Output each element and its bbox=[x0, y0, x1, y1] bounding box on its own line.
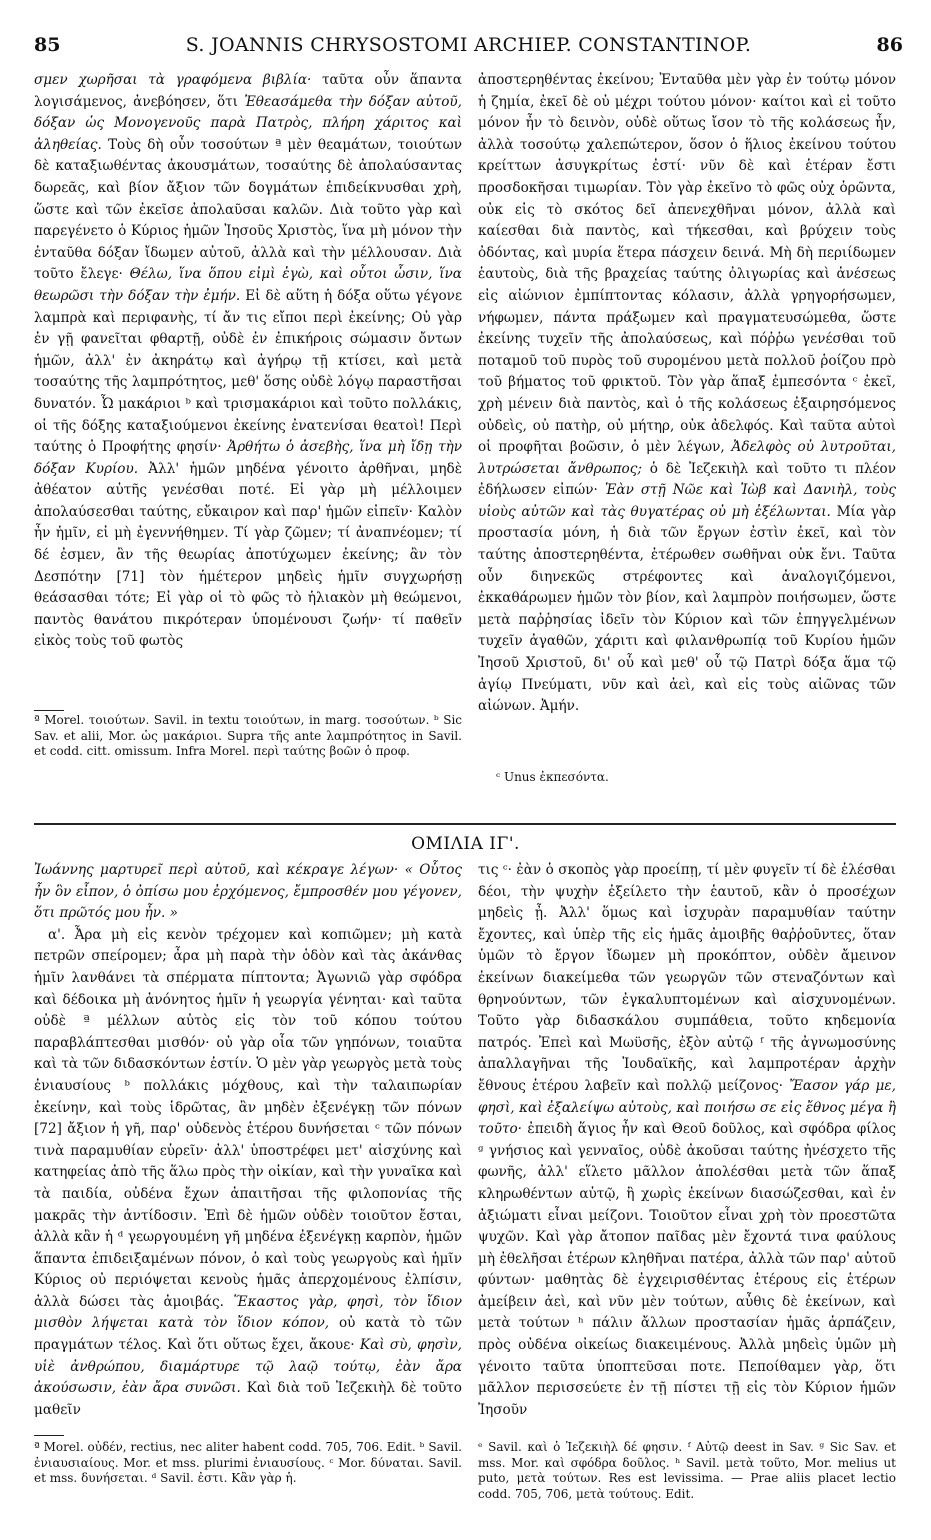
text-run: τις ᶜ· ἐὰν ὁ σκοπὸς γὰρ προείπῃ, τί μὲν φυγεῖν τί δὲ ἑλέσθαι δέοι, τὴν ψυχὴν ἐξείλετο τὴν ἑαυτοῦ, κἂν ὁ προσέχων μηδεὶς ᾖ. Ἀλλ' ὅμως καὶ ἰσχυρὰν παραμυθίαν ταύτην ἔχοντες, καὶ ὑπὲρ τῆς εἰς ἡμᾶς ἀμοιβῆς θαῤῥοῦντες, ὅταν ὑμῶν τὸ ἔργον ἴδωμεν μὴ προκόπτον, οὐδὲν ἄμεινον ἐκείνων διακείμεθα τῶν γεωργῶν τῶν στεναζόντων καὶ θρηνούντων, τῶν ἐγκαλυπτομένων καὶ αἰσχυνομένων. Τοῦτο γὰρ διδασκάλου συμπάθεια, τοῦτο κηδεμονία πατρός. Ἐπεὶ καὶ Μωϋσῆς, ἐξὸν αὐτῷ ᶠ τῆς ἀγνωμοσύνης ἀπαλλαγῆναι τῆς Ἰουδαϊκῆς, καὶ λαμπροτέραν ἀρχὴν ἔθνους ἑτέρου λαβεῖν καὶ πολλῷ μείζονος· bbox=[478, 862, 896, 1094]
scripture-verse bbox=[34, 860, 462, 925]
top-right-column bbox=[478, 70, 896, 718]
quote-scripture: Ἀδελφὸς οὐ λυτροῦται, λυτρώσεται ἄνθρωπος; bbox=[478, 439, 896, 477]
text-run: Εἰ δὲ αὕτη ἡ δόξα οὕτω γέγονε λαμπρὰ καὶ περιφανὴς, τί ἄν τις εἴποι περὶ ἐκείνης; Οὐ γὰρ ἐν γῇ φανεῖται φθαρτῇ, οὐδὲ ἐν ἐπικήροις σώμασιν ὄντων ἡμῶν, ἀλλ' ἐν ἀκηράτῳ καὶ ἀγήρῳ τῇ κτίσει, καὶ μετὰ τοσαύτης τῆς λαμπρότητος, μεθ' ὅσης οὐδὲ λόγῳ παραστῆσαι δυνατόν. Ὦ μακάριοι ᵇ καὶ τρισμακάριοι καὶ τοῦτο πολλάκις, οἱ τῆς δόξης καταξιούμενοι ἐκείνης ἐνατενίσαι θεατοὶ! Περὶ ταύτης ὁ Προφήτης φησίν· bbox=[34, 287, 462, 456]
top-right-footnotes: ᶜ Unus ἐκπεσόντα. bbox=[496, 770, 609, 784]
bottom-left-column bbox=[34, 860, 462, 1421]
text-run: Ἀλλ' ἡμῶν μηδένα γένοιτο ἀρθῆναι, μηδὲ ἀθέατον αὐτῆς γενέσθαι ποτέ. Εἰ γὰρ μὴ μέλλοιμεν ἀπολαύσεσθαι ταύτης, εὔκαιρον καὶ παρ' ἡμῶν εἰπεῖν· Καλὸν ἦν ἡμῖν, εἰ μὴ ἐγεννήθημεν. Τί γὰρ ζῶμεν; τί ἀναπνέομεν; τί δέ ἐσμεν, ἂν τῆς θεωρίας ἀποτύχωμεν ἐκείνης; ἂν τὸν Δεσπότην [71] τὸν ἡμέτερον μηδεὶς ἡμῖν συγχωρήσῃ θεάσασθαι τότε; Εἰ γὰρ οἱ τὸ φῶς τὸ ἡλιακὸν μὴ θεώμενοι, παντὸς θανάτου πικρότεραν ὑπομένουσι ζωήν· τί παθεῖν εἰκὸς τοὺς τοῦ φωτὸς bbox=[34, 460, 462, 650]
text-run: ὁ δὲ Ἰεζεκιὴλ καὶ τοῦτο τι πλέον ἐδήλωσεν εἰπών· bbox=[478, 460, 896, 499]
running-title: S. JOANNIS CHRYSOSTOMI ARCHIEP. CONSTANTINOP. bbox=[185, 34, 752, 56]
bottom-right-column bbox=[478, 860, 896, 1421]
bottom-left-footnotes: ª Morel. οὐδέν, rectius, nec aliter habent codd. 705, 706. Edit. ᵇ Savil. ἐνιαυσιαίους. Mor. et mss. plurimi ἐνιαυσίους. ᶜ Mor. δύναται. Savil. et mss. δυνήσεται. ᵈ Savil. ἐστι. Κἂν γὰρ ἡ. bbox=[34, 1440, 462, 1486]
top-right-paragraph bbox=[478, 70, 896, 718]
top-left-paragraph bbox=[34, 70, 462, 653]
text-run: ταῦτα οὖν ἅπαντα λογισάμενος, ἀνεβόησεν, ὅτι bbox=[34, 72, 462, 110]
section-divider bbox=[34, 823, 896, 825]
text-run: α'. Ἆρα μὴ εἰς κενὸν τρέχομεν καὶ κοπιῶμεν; μὴ κατὰ πετρῶν σπείρομεν; ἆρα μὴ παρὰ τὴν ὁδὸν καὶ τὰς ἀκάνθας ἡμῖν λανθάνει τὰ σπέρματα πίπτοντα; Ἀγωνιῶ γὰρ σφόδρα καὶ δέδοικα μὴ ἀνόνητος ἡμῖν ἡ γεωργία γένηται· καὶ ταῦτα οὐδὲ ª μέλλων αὐτὸς εἰς τὸν τοῦ κόπου τούτου παραβλάπτεσθαι μισθόν· οὐ γὰρ οἷα τῶν γηπόνων, τοιαῦτα καὶ τὰ τῶν διδασκόντων ἐστίν. Ὁ μὲν γὰρ γεωργὸς μετὰ τοὺς ἐνιαυσίους ᵇ πολλάκις μόχθους, καὶ τὴν ταλαιπωρίαν ἐκείνην, καὶ τοὺς ἱδρῶτας, ἂν μηδὲν ἐξενέγκῃ τῶν πόνων [72] ἄξιον ἡ γῆ, παρ' οὐδενὸς ἑτέρου δυνήσεται ᶜ τῶν πόνων τινὰ παραμυθίαν εὑρεῖν· ἀλλ' ὑποστρέφει μετ' αἰσχύνης καὶ κατηφείας ἀπὸ τῆς ἅλω πρὸς τὴν οἰκίαν, καὶ τὴν γυναῖκα καὶ τὰ παιδία, οὐδένα ἔχων ἀπαιτῆσαι τῆς φιλοπονίας τῆς μακρᾶς τὴν ἀντίδοσιν. Ἐπὶ δὲ ἡμῶν οὐδὲν τοιοῦτον ἔσται, ἀλλὰ κἂν ἡ ᵈ γεωργουμένη γῆ μηδένα ἐξενέγκῃ καρπὸν, ἡμῶν ἅπαντα ἐπιδειξαμένων πόνον, ὁ καὶ τοὺς γεωργοὺς καὶ ἡμῖν Κύριος οὐ περιόψεται κενοὺς ἡμᾶς ἀπερχομένους ἐλπίσιν, ἀλλὰ δώσει τὰς ἀμοιβάς. bbox=[34, 926, 462, 1310]
text-run: οὐ κατὰ τὸ τῶν πραγμάτων τέλος. Καὶ ὅτι οὕτως ἔχει, ἄκουε· bbox=[34, 1315, 462, 1354]
quote-scripture: Ἕκαστος γὰρ, φησὶ, τὸν ἴδιον μισθὸν λήψεται κατὰ τὸν ἴδιον κόπον, bbox=[34, 1293, 462, 1332]
homily-title: ΟΜΙΛΙΑ ΙΓ'. bbox=[411, 834, 520, 854]
footnote-rule bbox=[34, 710, 64, 711]
top-left-footnotes: ª Morel. τοιούτων. Savil. in textu τοιούτων, in marg. τοσούτων. ᵇ Sic Sav. et alii, Mor. ὡς μακάριοι. Supra τῆς ante λαμπρότητος in Savil. et codd. citt. omissum. Infra Morel. περὶ ταύτης βοῶν ὁ προφ. bbox=[34, 713, 463, 759]
text-run: Μία γὰρ προστασία μόνη, ἡ διὰ τῶν ἔργων ἐστὶν ἐκεῖ, καὶ τὸν ταύτης ἀποστερηθέντα, ἑτέρωθεν σωθῆναι οὐκ ἔνι. Ταῦτα οὖν διηνεκῶς στρέφοντες καὶ ἀναλογιζόμενοι, ἐκκαθάρωμεν ἡμῶν τὸν βίον, καὶ λαμπρὸν ποιήσωμεν, ὥστε μετὰ παῤῥησίας ἰδεῖν τὸν Κύριον καὶ τῶν ἐπηγγελμένων τυχεῖν ἀγαθῶν, χάριτι καὶ φιλανθρωπίᾳ τοῦ Κυρίου ἡμῶν Ἰησοῦ Χριστοῦ, δι' οὗ καὶ μεθ' οὗ τῷ Πατρὶ δόξα ἅμα τῷ ἁγίῳ Πνεύματι, νῦν καὶ ἀεὶ, καὶ εἰς τοὺς αἰῶνας τῶν αἰώνων. Ἀμήν. bbox=[478, 503, 897, 715]
quote-scripture: Ἀρθήτω ὁ ἀσεβὴς, ἵνα μὴ ἴδῃ τὴν δόξαν Κυρίου. bbox=[34, 439, 462, 477]
quote-scripture: Ἐὰν στῇ Νῶε καὶ Ἰὼβ καὶ Δανιὴλ, τοὺς υἱοὺς αὐτῶν καὶ τὰς θυγατέρας οὐ μὴ ἐξέλωνται. bbox=[478, 482, 896, 520]
quote-scripture: Θέλω, ἵνα ὅπου εἰμὶ ἐγὼ, καὶ οὗτοι ὦσιν, ἵνα θεωρῶσι τὴν δόξαν τὴν ἐμήν. bbox=[34, 266, 462, 304]
page-number-left: 85 bbox=[34, 34, 61, 56]
text-run: Τοὺς δὴ οὖν τοσούτων ª μὲν θεαμάτων, τοιούτων δὲ καταξιωθέντας ἀκουσμάτων, τοσαύτης δὲ ἀπολαύσαντας δωρεᾶς, καὶ βίον ἄξιον τῶν δογμάτων ἐπιδείκνυσθαι χρὴ, ὥστε καὶ τῶν ἐκεῖσε ἀπολαῦσαι καλῶν. Διὰ τοῦτο γὰρ καὶ παρεγένετο ὁ Κύριος ἡμῶν Ἰησοῦς Χριστὸς, ἵνα μὴ μόνον τὴν ἐνταῦθα δόξαν ἴδωμεν αὐτοῦ, ἀλλὰ καὶ τὴν μέλλουσαν. Διὰ τοῦτο ἔλεγε· bbox=[34, 136, 462, 283]
footnote-rule bbox=[34, 1435, 64, 1436]
page-number-right: 86 bbox=[876, 34, 903, 56]
top-left-column bbox=[34, 70, 462, 653]
bottom-right-paragraph bbox=[478, 860, 896, 1421]
running-header bbox=[34, 34, 903, 64]
verse-text: Ἰωάννης μαρτυρεῖ περὶ αὐτοῦ, καὶ κέκραγε λέγων· « Οὗτος ἦν ὃν εἶπον, ὁ ὀπίσω μου ἐρχόμενος, ἔμπροσθέν μου γέγονεν, ὅτι πρῶτός μου ἦν. » bbox=[34, 862, 462, 922]
bottom-left-paragraph bbox=[34, 925, 462, 1422]
quote-scripture: Ἔασον γάρ με, φησὶ, καὶ ἐξαλείψω αὐτοὺς, καὶ ποιήσω σε εἰς ἔθνος μέγα ἢ τοῦτο· bbox=[478, 1077, 896, 1138]
text-run: ἐπειδὴ ἅγιος ἦν καὶ Θεοῦ δοῦλος, καὶ σφόδρα φίλος ᵍ γνήσιος καὶ γενναῖος, οὐδὲ ἀκοῦσαι ταύτης ἠνέσχετο τῆς φωνῆς, ἀλλ' εἵλετο μᾶλλον ἀπολέσθαι μετὰ τῶν ἅπαξ κληρωθέντων αὐτῷ, ἢ χωρὶς ἐκείνων διασώζεσθαι, καὶ ἐν ἀξιώματι εἶναι μείζονι. Τοιοῦτον εἶναι χρὴ τὸν προεστῶτα ψυχῶν. Καὶ γὰρ ἄτοπον παῖδας μὲν ἔχοντά τινα φαύλους μὴ ἐθελῆσαι ἑτέρων κληθῆναι πατέρα, ἀλλὰ τῶν παρ' αὐτοῦ φύντων· μαθητὰς δὲ ἐγχειρισθέντας ἑτέρους εἰς ἑτέρων ἀμείβειν ἀεὶ, καὶ νῦν μὲν τούτων, αὖθις δὲ ἐκείνων, καὶ μετὰ τούτων ʰ πάλιν ἄλλων προστασίαν ἡμᾶς ἁρπάζειν, πρὸς οὐδένα οἰκείως διακειμένους. Ἀλλὰ μηδεὶς ὑμῶν μὴ γένοιτο ταῦτα ὑποπτεῦσαι ποτε. Πεποίθαμεν γὰρ, ὅτι μᾶλλον περισσεύετε ἐν τῇ πίστει τῇ εἰς τὸν Κύριον ἡμῶν Ἰησοῦν bbox=[478, 1121, 896, 1418]
text-run: Καὶ διὰ τοῦ Ἰεζεκιὴλ δὲ τοῦτο μαθεῖν bbox=[34, 1380, 462, 1418]
text-run: ἀποστερηθέντας ἐκείνου; Ἐνταῦθα μὲν γὰρ ἐν τούτῳ μόνον ἡ ζημία, ἐκεῖ δὲ οὐ μέχρι τούτου μόνον· καίτοι καὶ εἰ τοῦτο μόνον ἦν τὸ δεινὸν, οὐδὲ οὕτως ἴσον τὸ τῆς κολάσεως ἦν, ἀλλὰ τοσούτῳ χαλεπώτερον, ὅσον ὁ ἥλιος ἐκείνου τούτου κρείττων ἀσυγκρίτως ἐστί· νῦν δὲ καὶ ἑτέραν ἔστι προσδοκῆσαι τιμωρίαν. Τὸν γὰρ ἐκεῖνο τὸ φῶς οὐχ ὁρῶντα, οὐκ εἰς τὸ σκότος δεῖ ἀπενεχθῆναι μόνον, ἀλλὰ καὶ καίεσθαι διὰ παντὸς, καὶ τήκεσθαι, καὶ βρύχειν τοὺς ὀδόντας, καὶ μυρία ἕτερα πάσχειν δεινά. Μὴ δὴ περιίδωμεν ἑαυτοὺς, διὰ τῆς βραχείας ταύτης ὀλιγωρίας καὶ ἀνέσεως εἰς αἰώνιον ἐμπίπτοντας κόλασιν, ἀλλὰ γρηγορήσωμεν, νήφωμεν, πάντα πράξωμεν καὶ πραγματευσώμεθα, ὥστε ἐκείνης τυχεῖν τῆς ἀπολαύσεως, καὶ πόῤῥω γενέσθαι τοῦ ποταμοῦ τοῦ πυρὸς τοῦ συρομένου μετὰ πολλοῦ ῥοίζου πρὸ τοῦ βήματος τοῦ φρικτοῦ. Τὸν γὰρ ἅπαξ ἐμπεσόντα ᶜ ἐκεῖ, χρὴ μένειν διὰ παντὸς, καὶ ὁ τῆς κολάσεως ἐξαιρησόμενος οὐδεὶς, οὐ πατὴρ, οὐ μήτηρ, οὐκ ἀδελφός. Καὶ ταῦτα αὐτοὶ οἱ προφῆται βοῶσιν, ὁ μὲν λέγων, bbox=[478, 72, 896, 456]
quote-scripture: Καὶ σὺ, φησὶν, υἱὲ ἀνθρώπου, διαμάρτυρε τῷ λαῷ τούτῳ, ἐὰν ἄρα ἀκούσωσιν, ἐὰν ἄρα συνῶσι. bbox=[34, 1337, 462, 1397]
bottom-right-footnotes: ᵉ Savil. καὶ ὁ Ἰεζεκιὴλ δέ φησιν. ᶠ Αὐτῷ deest in Sav. ᵍ Sic Sav. et mss. Mor. καὶ σφόδρα δοῦλος. ʰ Savil. μετὰ τοῦτο, Mor. melius ut puto, μετὰ τούτων. Res est levissima. — Prae aliis placet lectio codd. 705, 706, μετὰ τούτους. Edit. bbox=[478, 1440, 896, 1501]
quote-scripture: Ἐθεασάμεθα τὴν δόξαν αὐτοῦ, δόξαν ὡς Μονογενοῦς παρὰ Πατρὸς, πλήρη χάριτος καὶ ἀληθείας. bbox=[34, 93, 462, 153]
quote-scripture: σμεν χωρῆσαι τὰ γραφόμενα βιβλία· bbox=[34, 72, 312, 88]
